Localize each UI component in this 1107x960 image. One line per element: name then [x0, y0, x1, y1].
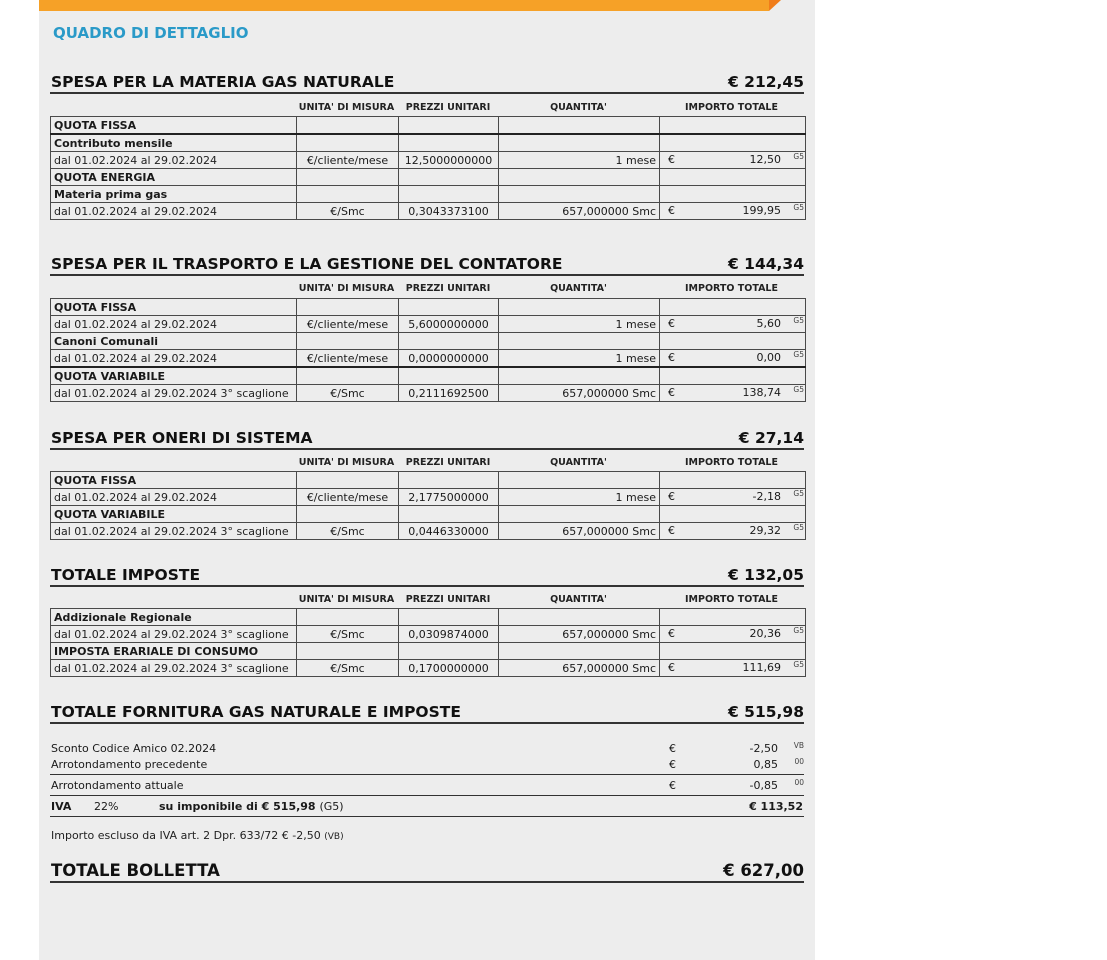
period-cell: dal 01.02.2024 al 29.02.2024	[51, 489, 297, 506]
section-total: € 27,14	[738, 429, 804, 447]
unit-cell: €/Smc	[297, 660, 399, 677]
col-qty: QUANTITA'	[550, 457, 607, 468]
total-cell	[660, 350, 806, 368]
total-cell	[660, 626, 806, 643]
unit-cell: €/cliente/mese	[297, 489, 399, 506]
empty-cell	[399, 506, 499, 523]
row-label: Materia prima gas	[51, 186, 297, 203]
empty-cell	[660, 367, 806, 385]
period-cell: dal 01.02.2024 al 29.02.2024 3° scaglione	[51, 660, 297, 677]
empty-cell	[499, 169, 660, 186]
adjustment-label: Sconto Codice Amico 02.2024	[51, 742, 217, 755]
vat-code: G5	[793, 523, 804, 532]
total-cell	[660, 385, 806, 402]
unit-cell: €/Smc	[297, 385, 399, 402]
totale-bolletta-header	[50, 859, 804, 883]
empty-cell	[499, 117, 660, 135]
amount: 111,69	[742, 661, 781, 674]
vat-code: G5	[793, 316, 804, 325]
col-price: PREZZI UNITARI	[405, 102, 491, 113]
col-unit: UNITA' DI MISURA	[298, 283, 395, 294]
adjustment-amount: -2,50	[749, 742, 778, 755]
table-group-row	[51, 117, 806, 135]
table-row	[51, 316, 806, 333]
empty-cell	[297, 333, 399, 350]
period-cell: dal 01.02.2024 al 29.02.2024	[51, 203, 297, 220]
amount: 5,60	[756, 317, 781, 330]
currency-symbol: €	[668, 317, 675, 330]
adjustment-amount: -0,85	[749, 779, 778, 792]
price-cell: 12,5000000000	[399, 152, 499, 169]
detail-table-oneri	[50, 471, 806, 540]
section-total: € 144,34	[728, 255, 804, 273]
detail-table-trasporto	[50, 298, 806, 402]
bill-detail-page	[39, 0, 815, 960]
unit-cell: €/cliente/mese	[297, 350, 399, 368]
empty-cell	[660, 472, 806, 489]
col-unit: UNITA' DI MISURA	[298, 102, 395, 113]
empty-cell	[499, 134, 660, 152]
period-cell: dal 01.02.2024 al 29.02.2024	[51, 316, 297, 333]
table-group-row	[51, 333, 806, 350]
empty-cell	[297, 169, 399, 186]
iva-base-text: su imponibile di € 515,98	[159, 800, 316, 813]
total-cell	[660, 152, 806, 169]
currency-symbol: €	[668, 490, 675, 503]
empty-cell	[297, 134, 399, 152]
section-title: SPESA PER ONERI DI SISTEMA	[51, 429, 313, 447]
column-headers	[50, 282, 804, 296]
empty-cell	[660, 186, 806, 203]
adjustment-row	[50, 758, 804, 772]
table-group-row	[51, 186, 806, 203]
table-group-row	[51, 472, 806, 489]
empty-cell	[660, 299, 806, 316]
adjustment-code: 00	[794, 757, 804, 766]
table-row	[51, 350, 806, 368]
column-headers	[50, 593, 804, 607]
col-total: IMPORTO TOTALE	[685, 457, 778, 468]
period-cell: dal 01.02.2024 al 29.02.2024 3° scaglione	[51, 385, 297, 402]
vat-code: G5	[793, 385, 804, 394]
table-group-row	[51, 609, 806, 626]
empty-cell	[297, 299, 399, 316]
col-unit: UNITA' DI MISURA	[298, 594, 395, 605]
note-text: Importo escluso da IVA art. 2 Dpr. 633/72 € -2,50	[51, 829, 321, 842]
quantity-cell: 1 mese	[499, 316, 660, 333]
section-header-imposte	[50, 565, 804, 587]
divider	[50, 774, 804, 775]
currency-symbol: €	[668, 661, 675, 674]
table-group-row	[51, 134, 806, 152]
section-total: € 132,05	[728, 566, 804, 584]
empty-cell	[660, 506, 806, 523]
unit-cell: €/Smc	[297, 203, 399, 220]
amount: 138,74	[742, 386, 781, 399]
table-row	[51, 489, 806, 506]
vat-exclusion-note	[51, 829, 344, 842]
iva-label: IVA	[51, 800, 72, 813]
col-total: IMPORTO TOTALE	[685, 102, 778, 113]
empty-cell	[660, 134, 806, 152]
empty-cell	[297, 186, 399, 203]
table-group-row	[51, 643, 806, 660]
period-cell: dal 01.02.2024 al 29.02.2024 3° scaglione	[51, 626, 297, 643]
row-label: QUOTA FISSA	[51, 472, 297, 489]
empty-cell	[399, 299, 499, 316]
section-header-trasporto	[50, 254, 804, 276]
section-title: TOTALE IMPOSTE	[51, 566, 201, 584]
iva-base	[159, 800, 344, 813]
empty-cell	[297, 117, 399, 135]
empty-cell	[660, 609, 806, 626]
section-header-materia-gas	[50, 72, 804, 94]
header-bar-corner	[769, 0, 781, 11]
row-label: QUOTA FISSA	[51, 117, 297, 135]
period-cell: dal 01.02.2024 al 29.02.2024 3° scaglione	[51, 523, 297, 540]
unit-cell: €/Smc	[297, 523, 399, 540]
amount: 12,50	[749, 153, 781, 166]
quantity-cell: 657,000000 Smc	[499, 523, 660, 540]
currency-symbol: €	[668, 351, 675, 364]
price-cell: 5,6000000000	[399, 316, 499, 333]
row-label: QUOTA FISSA	[51, 299, 297, 316]
empty-cell	[297, 472, 399, 489]
currency-symbol: €	[668, 204, 675, 217]
row-label: Canoni Comunali	[51, 333, 297, 350]
row-label: QUOTA VARIABILE	[51, 506, 297, 523]
col-qty: QUANTITA'	[550, 102, 607, 113]
amount: 20,36	[749, 627, 781, 640]
empty-cell	[399, 333, 499, 350]
unit-cell: €/cliente/mese	[297, 316, 399, 333]
empty-cell	[399, 609, 499, 626]
table-row	[51, 660, 806, 677]
empty-cell	[399, 169, 499, 186]
empty-cell	[399, 134, 499, 152]
row-label: QUOTA ENERGIA	[51, 169, 297, 186]
price-cell: 0,0309874000	[399, 626, 499, 643]
fornitura-total: € 515,98	[728, 703, 804, 721]
empty-cell	[297, 643, 399, 660]
detail-table-materia-gas	[50, 116, 806, 220]
table-group-row	[51, 506, 806, 523]
divider	[50, 816, 804, 817]
empty-cell	[499, 472, 660, 489]
table-row	[51, 626, 806, 643]
vat-code: G5	[793, 152, 804, 161]
total-cell	[660, 316, 806, 333]
fornitura-total-header	[50, 702, 804, 724]
empty-cell	[399, 186, 499, 203]
empty-cell	[660, 117, 806, 135]
note-code: (VB)	[324, 832, 344, 842]
empty-cell	[499, 367, 660, 385]
table-row	[51, 385, 806, 402]
adjustment-code: 00	[794, 778, 804, 787]
section-total: € 212,45	[728, 73, 804, 91]
table-group-row	[51, 367, 806, 385]
period-cell: dal 01.02.2024 al 29.02.2024	[51, 350, 297, 368]
quantity-cell: 657,000000 Smc	[499, 660, 660, 677]
orange-header-bar	[39, 0, 769, 11]
total-cell	[660, 523, 806, 540]
section-header-oneri	[50, 428, 804, 450]
empty-cell	[660, 333, 806, 350]
row-label: IMPOSTA ERARIALE DI CONSUMO	[51, 643, 297, 660]
price-cell: 0,0000000000	[399, 350, 499, 368]
iva-rate: 22%	[94, 800, 119, 813]
empty-cell	[399, 472, 499, 489]
amount: -2,18	[752, 490, 781, 503]
column-headers	[50, 101, 804, 115]
detail-table-imposte	[50, 608, 806, 677]
empty-cell	[297, 609, 399, 626]
page-title: QUADRO DI DETTAGLIO	[53, 24, 249, 42]
price-cell: 0,3043373100	[399, 203, 499, 220]
empty-cell	[499, 506, 660, 523]
amount: 199,95	[742, 204, 781, 217]
table-group-row	[51, 169, 806, 186]
adjustment-label: Arrotondamento precedente	[51, 758, 208, 771]
col-total: IMPORTO TOTALE	[685, 283, 778, 294]
quantity-cell: 1 mese	[499, 489, 660, 506]
adjustment-currency: €	[669, 758, 676, 771]
empty-cell	[399, 117, 499, 135]
price-cell: 0,0446330000	[399, 523, 499, 540]
adjustment-code: VB	[793, 741, 804, 750]
total-cell	[660, 203, 806, 220]
quantity-cell: 1 mese	[499, 152, 660, 169]
amount: 0,00	[756, 351, 781, 364]
total-cell	[660, 660, 806, 677]
row-label: Contributo mensile	[51, 134, 297, 152]
empty-cell	[297, 506, 399, 523]
empty-cell	[499, 186, 660, 203]
empty-cell	[297, 367, 399, 385]
empty-cell	[499, 299, 660, 316]
iva-code: (G5)	[319, 800, 344, 813]
section-title: SPESA PER LA MATERIA GAS NATURALE	[51, 73, 395, 91]
table-row	[51, 152, 806, 169]
vat-code: G5	[793, 660, 804, 669]
quantity-cell: 657,000000 Smc	[499, 626, 660, 643]
empty-cell	[660, 643, 806, 660]
amount: 29,32	[749, 524, 781, 537]
row-label: Addizionale Regionale	[51, 609, 297, 626]
vat-code: G5	[793, 626, 804, 635]
empty-cell	[399, 643, 499, 660]
adjustment-currency: €	[669, 742, 676, 755]
vat-code: G5	[793, 350, 804, 359]
empty-cell	[399, 367, 499, 385]
col-price: PREZZI UNITARI	[405, 594, 491, 605]
col-total: IMPORTO TOTALE	[685, 594, 778, 605]
total-cell	[660, 489, 806, 506]
currency-symbol: €	[668, 153, 675, 166]
price-cell: 0,1700000000	[399, 660, 499, 677]
col-price: PREZZI UNITARI	[405, 283, 491, 294]
period-cell: dal 01.02.2024 al 29.02.2024	[51, 152, 297, 169]
col-qty: QUANTITA'	[550, 594, 607, 605]
empty-cell	[499, 609, 660, 626]
quantity-cell: 657,000000 Smc	[499, 203, 660, 220]
empty-cell	[660, 169, 806, 186]
price-cell: 2,1775000000	[399, 489, 499, 506]
column-headers	[50, 456, 804, 470]
empty-cell	[499, 333, 660, 350]
section-title: SPESA PER IL TRASPORTO E LA GESTIONE DEL CONTATORE	[51, 255, 563, 273]
totale-bolletta-amount: € 627,00	[723, 861, 804, 880]
adjustment-currency: €	[669, 779, 676, 792]
col-unit: UNITA' DI MISURA	[298, 457, 395, 468]
adjustment-label: Arrotondamento attuale	[51, 779, 184, 792]
currency-symbol: €	[668, 627, 675, 640]
table-row	[51, 203, 806, 220]
adjustment-row	[50, 779, 804, 793]
empty-cell	[499, 643, 660, 660]
vat-code: G5	[793, 203, 804, 212]
adjustment-row	[50, 742, 804, 756]
iva-amount: € 113,52	[749, 800, 803, 813]
unit-cell: €/cliente/mese	[297, 152, 399, 169]
col-qty: QUANTITA'	[550, 283, 607, 294]
vat-code: G5	[793, 489, 804, 498]
row-label: QUOTA VARIABILE	[51, 367, 297, 385]
unit-cell: €/Smc	[297, 626, 399, 643]
adjustment-amount: 0,85	[753, 758, 778, 771]
price-cell: 0,2111692500	[399, 385, 499, 402]
quantity-cell: 657,000000 Smc	[499, 385, 660, 402]
currency-symbol: €	[668, 386, 675, 399]
quantity-cell: 1 mese	[499, 350, 660, 368]
table-group-row	[51, 299, 806, 316]
table-row	[51, 523, 806, 540]
currency-symbol: €	[668, 524, 675, 537]
totale-bolletta-title: TOTALE BOLLETTA	[51, 861, 220, 880]
iva-row	[50, 799, 804, 815]
fornitura-title: TOTALE FORNITURA GAS NATURALE E IMPOSTE	[51, 703, 461, 721]
divider	[50, 795, 804, 796]
col-price: PREZZI UNITARI	[405, 457, 491, 468]
